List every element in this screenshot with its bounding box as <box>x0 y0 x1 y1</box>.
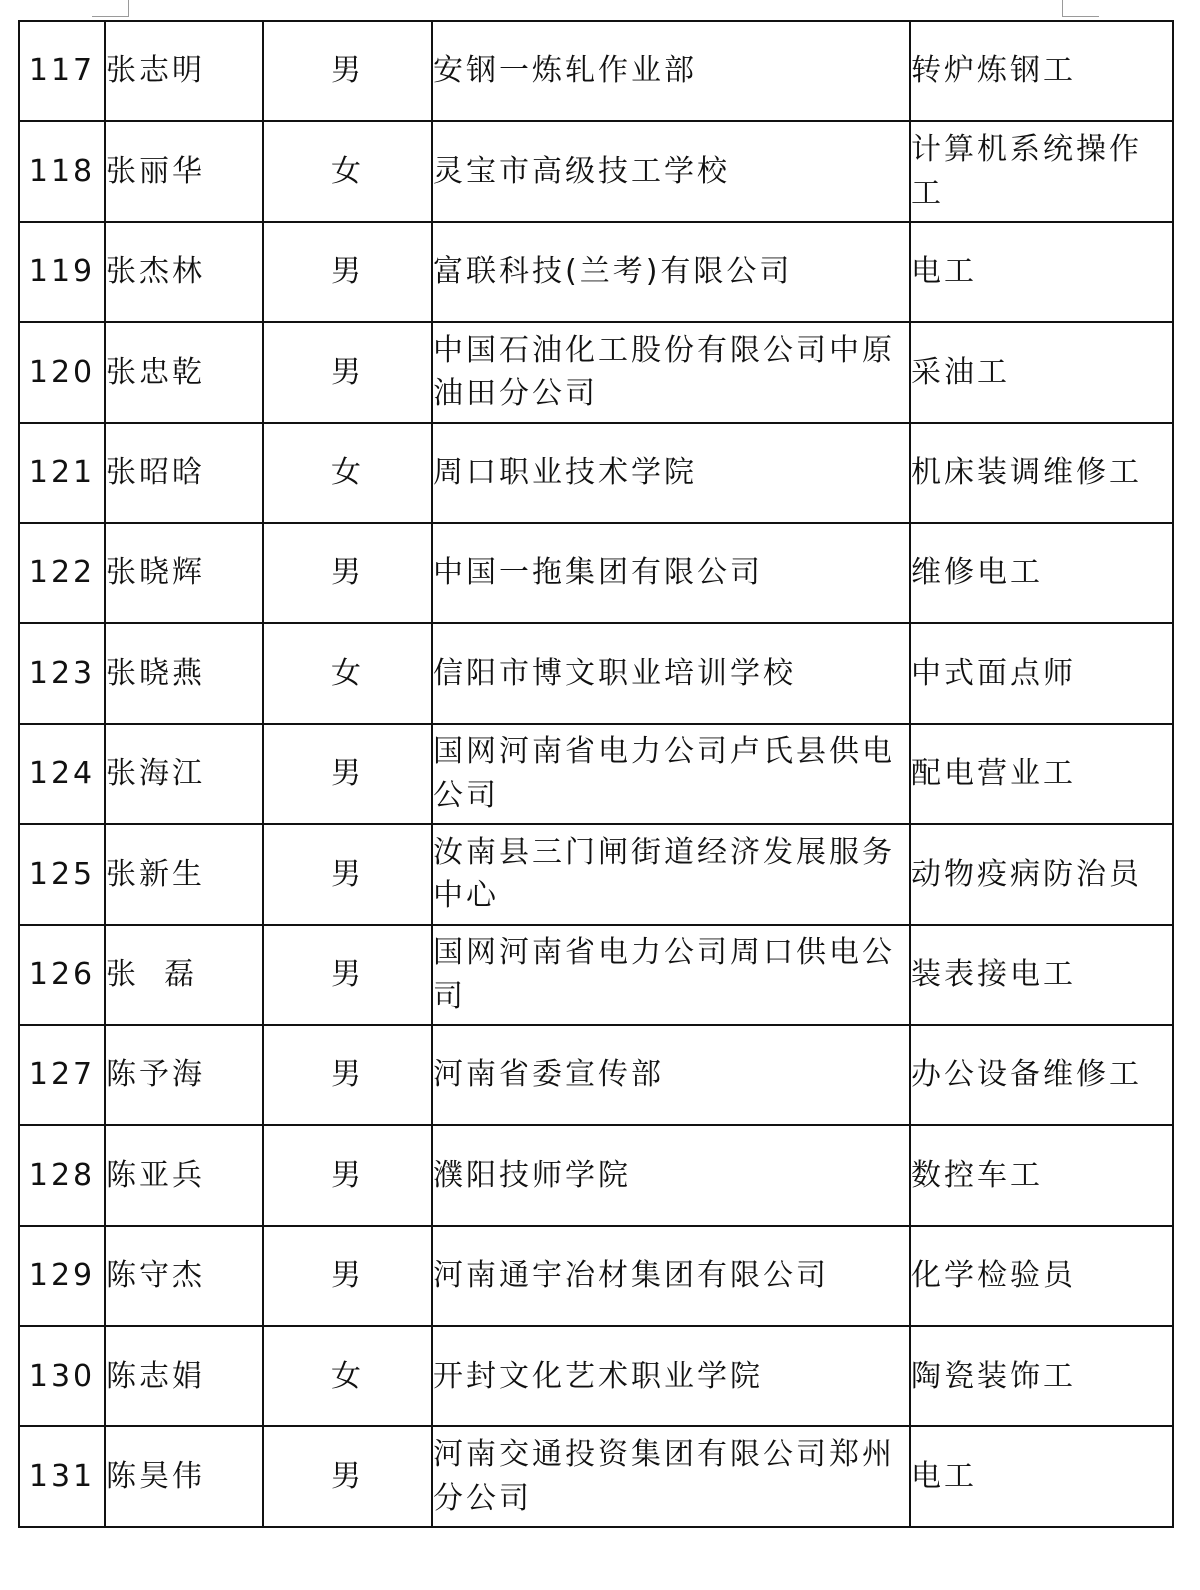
person-name-cell: 张杰林 <box>105 222 263 322</box>
occupation-cell: 化学检验员 <box>910 1226 1173 1326</box>
occupation-cell: 采油工 <box>910 322 1173 422</box>
person-name-cell: 张晓燕 <box>105 623 263 723</box>
organization-cell: 国网河南省电力公司周口供电公司 <box>432 925 910 1025</box>
occupation-cell: 办公设备维修工 <box>910 1025 1173 1125</box>
organization-cell: 灵宝市高级技工学校 <box>432 121 910 221</box>
table-row <box>19 21 1173 121</box>
gender-cell: 男 <box>263 1426 432 1526</box>
person-name-cell: 张晓辉 <box>105 523 263 623</box>
gender-cell: 男 <box>263 824 432 924</box>
occupation-cell: 电工 <box>910 1426 1173 1526</box>
organization-cell: 周口职业技术学院 <box>432 423 910 523</box>
person-name-cell: 陈志娟 <box>105 1326 263 1426</box>
gender-cell: 男 <box>263 523 432 623</box>
table-row <box>19 623 1173 723</box>
gender-cell: 男 <box>263 724 432 824</box>
table-row <box>19 1426 1173 1526</box>
row-number-cell: 124 <box>19 724 105 824</box>
table-row <box>19 322 1173 422</box>
occupation-cell: 转炉炼钢工 <box>910 21 1173 121</box>
gender-cell: 女 <box>263 623 432 723</box>
table-row <box>19 523 1173 623</box>
gender-cell: 男 <box>263 322 432 422</box>
organization-cell: 安钢一炼轧作业部 <box>432 21 910 121</box>
person-name-cell: 张志明 <box>105 21 263 121</box>
occupation-cell: 动物疫病防治员 <box>910 824 1173 924</box>
roster-table <box>18 20 1174 1528</box>
person-name-cell: 张海江 <box>105 724 263 824</box>
page-corner-mark-right <box>1062 0 1099 17</box>
row-number-cell: 117 <box>19 21 105 121</box>
row-number-cell: 122 <box>19 523 105 623</box>
gender-cell: 男 <box>263 1025 432 1125</box>
organization-cell: 国网河南省电力公司卢氏县供电公司 <box>432 724 910 824</box>
occupation-cell: 中式面点师 <box>910 623 1173 723</box>
table-row <box>19 724 1173 824</box>
row-number-cell: 119 <box>19 222 105 322</box>
occupation-cell: 陶瓷装饰工 <box>910 1326 1173 1426</box>
person-name-cell: 陈予海 <box>105 1025 263 1125</box>
table-row <box>19 1025 1173 1125</box>
occupation-cell: 数控车工 <box>910 1125 1173 1225</box>
gender-cell: 男 <box>263 1125 432 1225</box>
gender-cell: 女 <box>263 121 432 221</box>
table-row <box>19 824 1173 924</box>
page-corner-mark-left <box>92 0 129 17</box>
organization-cell: 中国一拖集团有限公司 <box>432 523 910 623</box>
organization-cell: 河南通宇冶材集团有限公司 <box>432 1226 910 1326</box>
person-name-cell: 张昭晗 <box>105 423 263 523</box>
person-name-cell: 张忠乾 <box>105 322 263 422</box>
organization-cell: 河南省委宣传部 <box>432 1025 910 1125</box>
table-row <box>19 423 1173 523</box>
gender-cell: 男 <box>263 222 432 322</box>
organization-cell: 汝南县三门闸街道经济发展服务中心 <box>432 824 910 924</box>
person-name-cell: 张丽华 <box>105 121 263 221</box>
row-number-cell: 120 <box>19 322 105 422</box>
table-row <box>19 1125 1173 1225</box>
row-number-cell: 125 <box>19 824 105 924</box>
table-row <box>19 222 1173 322</box>
person-name-cell: 陈亚兵 <box>105 1125 263 1225</box>
person-name-cell: 陈昊伟 <box>105 1426 263 1526</box>
row-number-cell: 121 <box>19 423 105 523</box>
occupation-cell: 机床装调维修工 <box>910 423 1173 523</box>
row-number-cell: 118 <box>19 121 105 221</box>
organization-cell: 濮阳技师学院 <box>432 1125 910 1225</box>
organization-cell: 河南交通投资集团有限公司郑州分公司 <box>432 1426 910 1526</box>
gender-cell: 男 <box>263 1226 432 1326</box>
gender-cell: 男 <box>263 925 432 1025</box>
organization-cell: 信阳市博文职业培训学校 <box>432 623 910 723</box>
row-number-cell: 126 <box>19 925 105 1025</box>
table-row <box>19 1226 1173 1326</box>
row-number-cell: 131 <box>19 1426 105 1526</box>
gender-cell: 男 <box>263 21 432 121</box>
row-number-cell: 130 <box>19 1326 105 1426</box>
table-row <box>19 121 1173 221</box>
row-number-cell: 128 <box>19 1125 105 1225</box>
organization-cell: 开封文化艺术职业学院 <box>432 1326 910 1426</box>
table-row <box>19 925 1173 1025</box>
organization-cell: 富联科技(兰考)有限公司 <box>432 222 910 322</box>
table-row <box>19 1326 1173 1426</box>
person-name-cell: 陈守杰 <box>105 1226 263 1326</box>
gender-cell: 女 <box>263 423 432 523</box>
organization-cell: 中国石油化工股份有限公司中原油田分公司 <box>432 322 910 422</box>
person-name-cell: 张 磊 <box>105 925 263 1025</box>
row-number-cell: 129 <box>19 1226 105 1326</box>
occupation-cell: 维修电工 <box>910 523 1173 623</box>
row-number-cell: 127 <box>19 1025 105 1125</box>
occupation-cell: 计算机系统操作工 <box>910 121 1173 221</box>
occupation-cell: 配电营业工 <box>910 724 1173 824</box>
row-number-cell: 123 <box>19 623 105 723</box>
occupation-cell: 电工 <box>910 222 1173 322</box>
person-name-cell: 张新生 <box>105 824 263 924</box>
roster-table-body <box>19 21 1173 1527</box>
occupation-cell: 装表接电工 <box>910 925 1173 1025</box>
gender-cell: 女 <box>263 1326 432 1426</box>
